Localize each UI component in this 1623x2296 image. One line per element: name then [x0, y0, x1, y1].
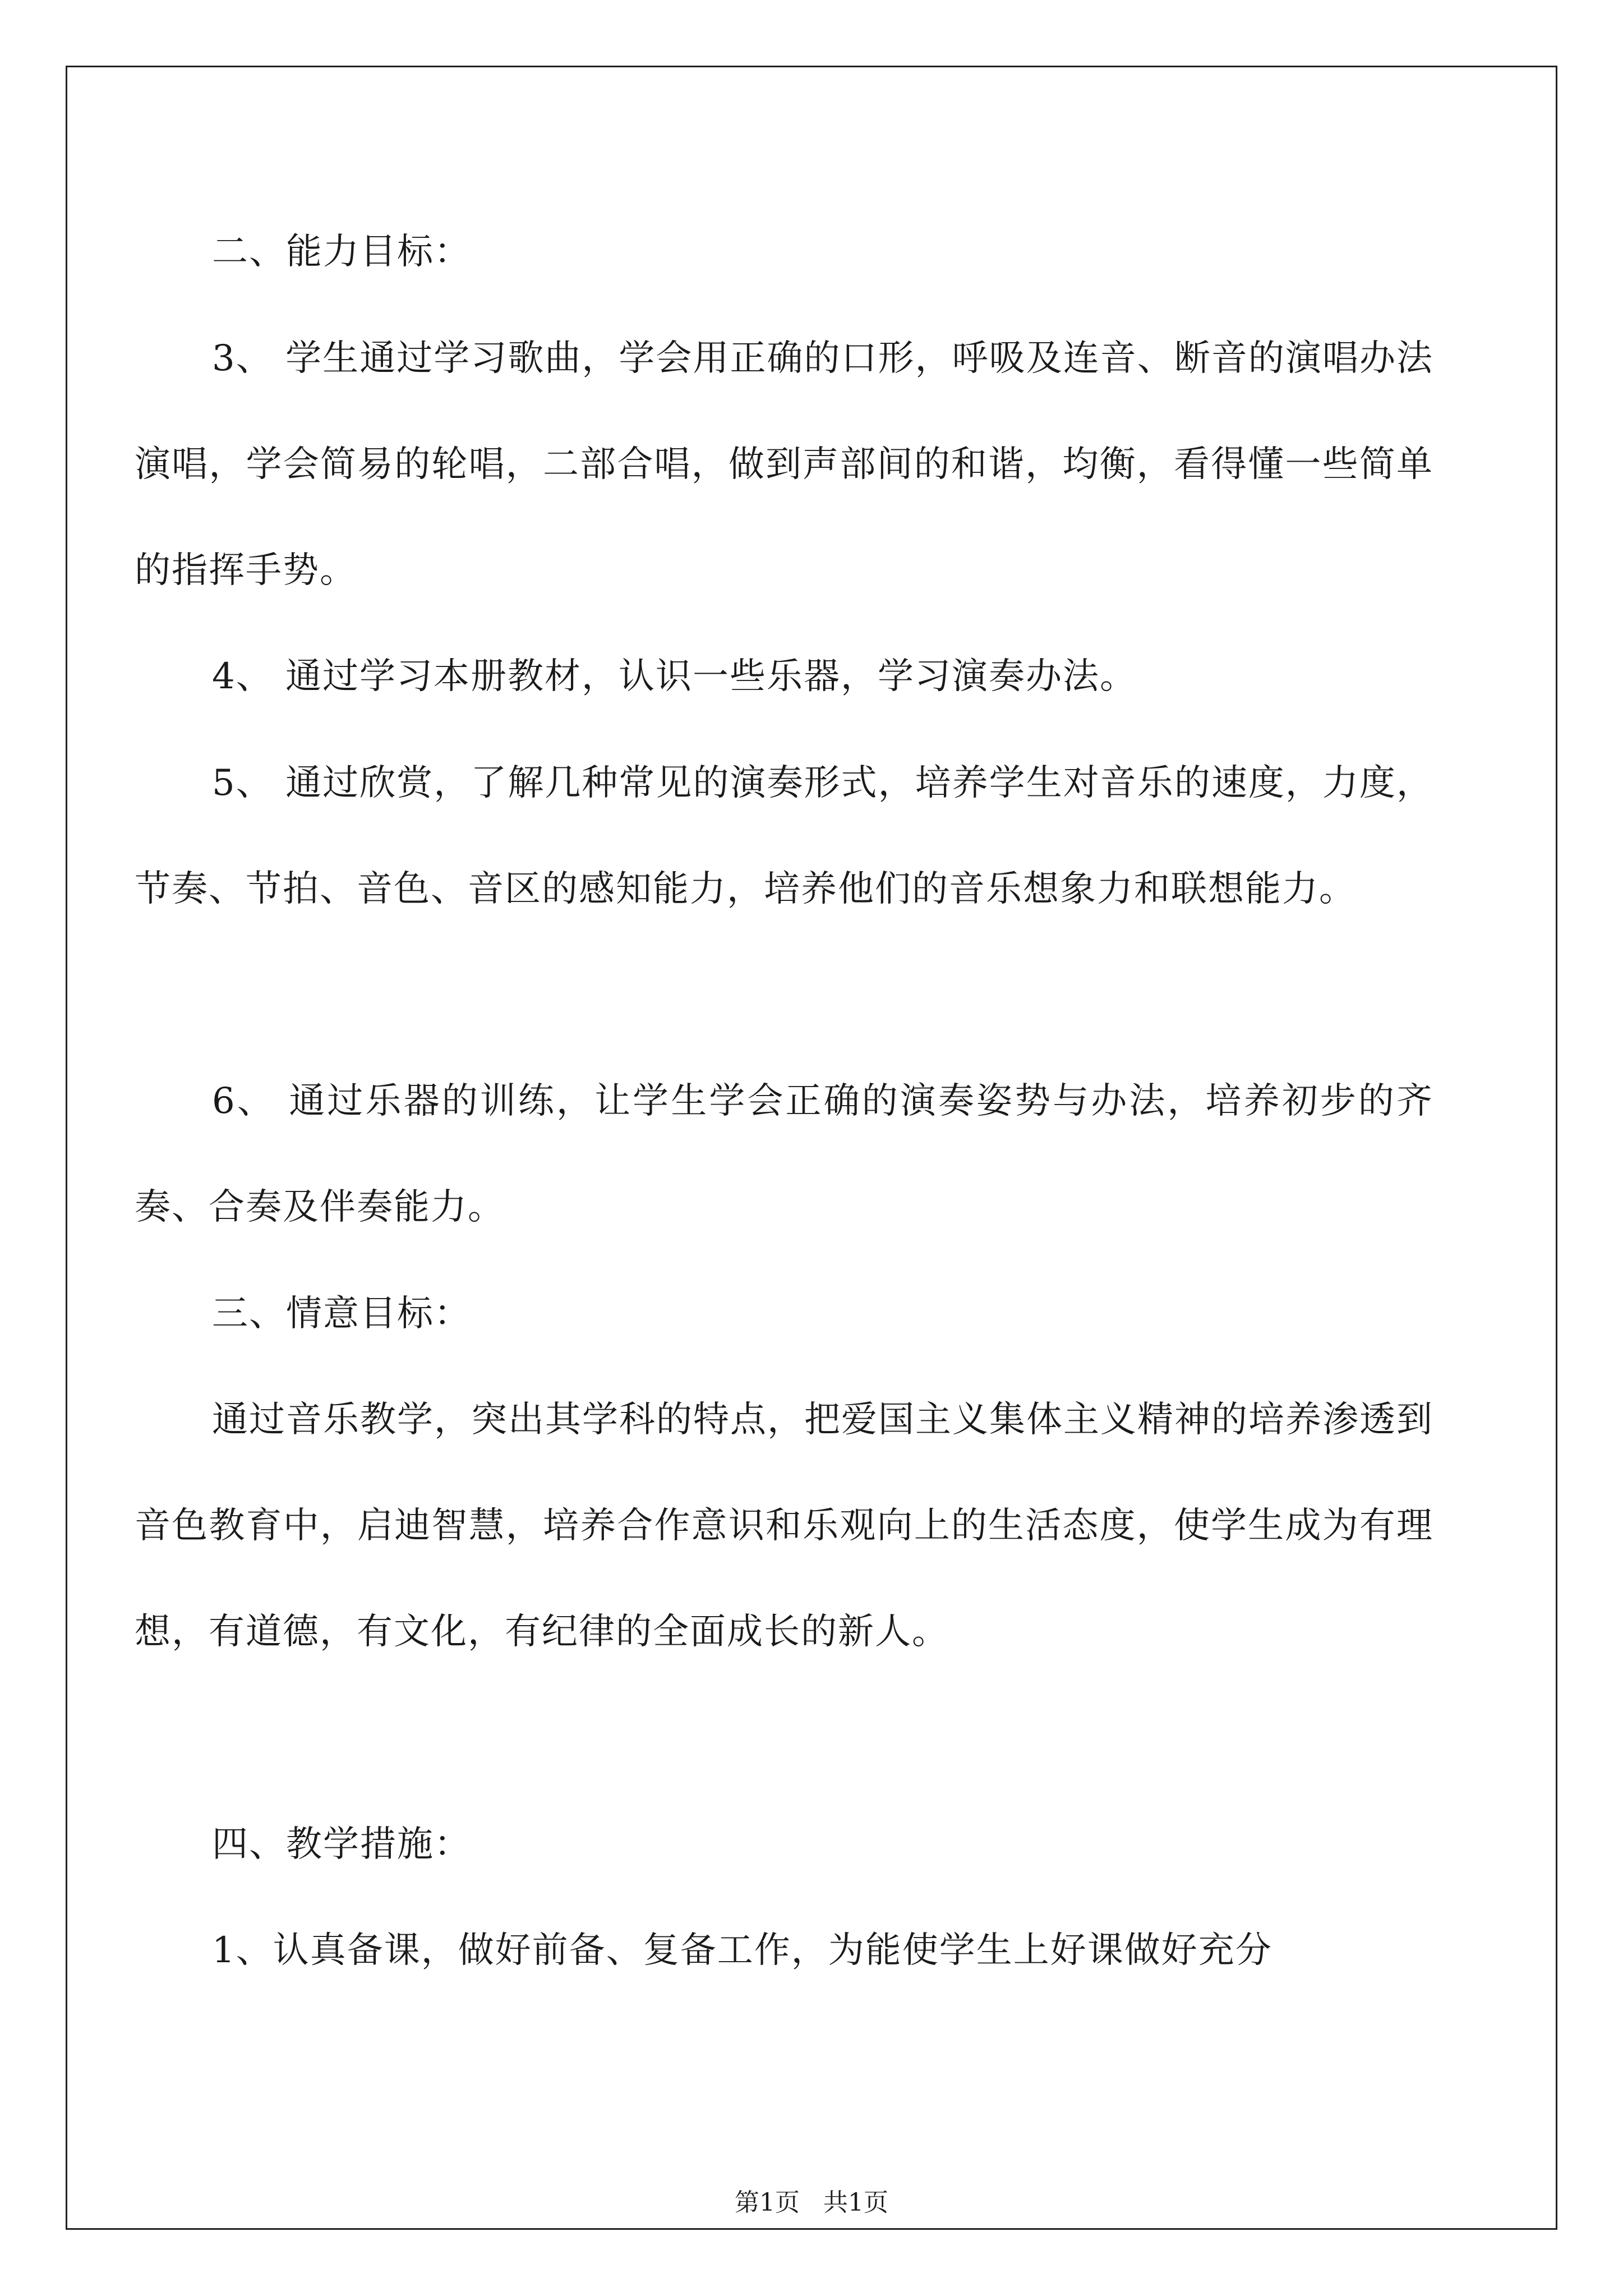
paragraph-emotion-goal: 通过音乐教学，突出其学科的特点，把爱国主义集体主义精神的培养渗透到音色教育中，启迪智慧，培养合作意识和乐观向上的生活态度，使学生成为有理想，有道德，有文化，有纪律的全面成长的新人。 — [135, 1399, 1433, 1653]
section-heading-measures: 四、教学措施： — [212, 1824, 471, 1865]
page-footer — [0, 2182, 1623, 2218]
paragraph-item-5: 5、 通过欣赏，了解几种常见的演奏形式，培养学生对音乐的速度，力度，节奏、节拍、音色、音区的感知能力，培养他们的音乐想象力和联想能力。 — [135, 762, 1433, 910]
paragraph-item-4: 4、 通过学习本册教材，认识一些乐器，学习演奏办法。 — [212, 656, 1137, 697]
section-heading-emotion: 三、情意目标： — [212, 1293, 471, 1335]
paragraph-item-3: 3、 学生通过学习歌曲，学会用正确的口形，呼吸及连音、断音的演唱办法演唱，学会简易的轮唱，二部合唱，做到声部间的和谐，均衡，看得懂一些简单的指挥手势。 — [135, 338, 1433, 591]
page-total: 共1页 — [823, 2188, 888, 2217]
document-body — [135, 0, 1433, 2227]
paragraph-item-6: 6、 通过乐器的训练，让学生学会正确的演奏姿势与办法，培养初步的齐奏、合奏及伴奏能力。 — [135, 1080, 1433, 1228]
paragraph-measure-1: 1、认真备课，做好前备、复备工作，为能使学生上好课做好充分 — [212, 1930, 1272, 1971]
section-heading-ability: 二、能力目标： — [212, 231, 471, 273]
page-number: 第1页 — [735, 2188, 800, 2217]
